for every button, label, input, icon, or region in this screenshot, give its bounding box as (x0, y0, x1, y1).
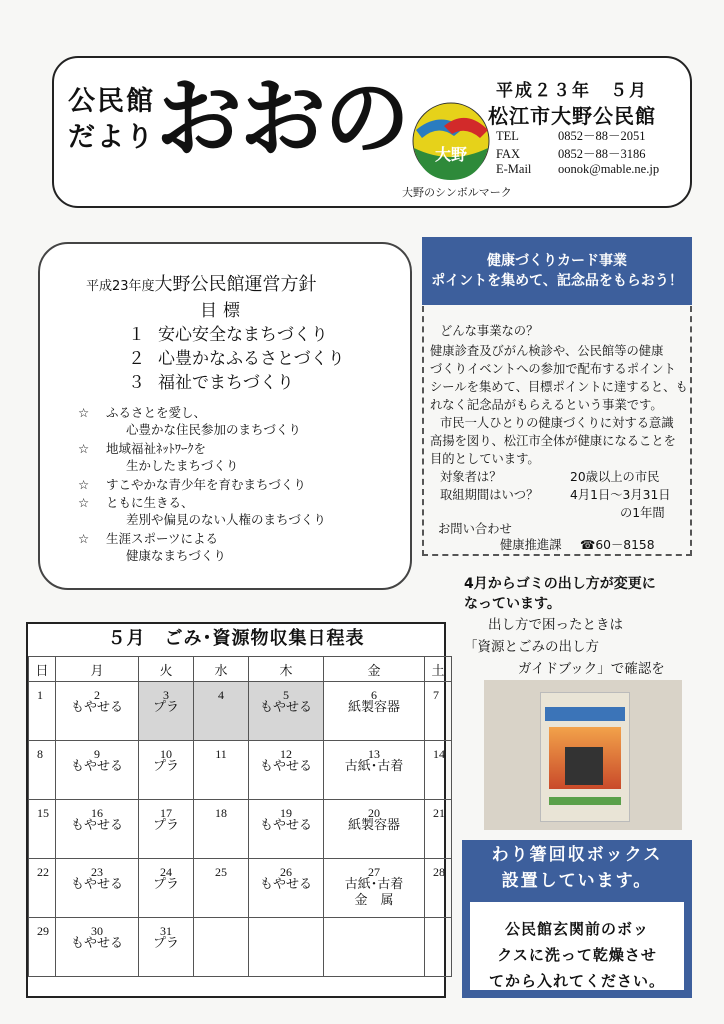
calendar-day-cell (194, 918, 249, 977)
policy-item-line: 健康なまちづくり (126, 548, 226, 563)
cover-band (549, 797, 621, 805)
weekday-1: 月 (56, 657, 139, 682)
calendar-day-cell (139, 682, 194, 741)
collection-type: プラ (152, 700, 179, 715)
collection-label (139, 818, 193, 834)
day-number: 30 (91, 924, 103, 938)
garbage-notice-text: ガイドブック」で確認を (518, 661, 665, 677)
collection-label (324, 877, 424, 909)
issue-date: 平成２３年 ５月 (496, 81, 648, 101)
goal-heading: 目標 (200, 301, 246, 321)
collection-type: プラ (152, 818, 179, 833)
target-value: 20歳以上の市民 (570, 470, 660, 484)
weekday-3: 水 (194, 657, 249, 682)
day-number: 16 (91, 806, 103, 820)
period-value: 4月1日～3月31日 (570, 488, 671, 502)
goal-text: 福祉でまちづくり (158, 373, 294, 393)
day-number: 12 (280, 747, 292, 761)
guidebook-photo (484, 680, 682, 830)
calendar-day-cell (249, 682, 324, 741)
collection-label (249, 759, 323, 775)
chopsticks-text-line: てから入れてください。 (488, 972, 665, 990)
day-number: 22 (37, 865, 49, 879)
day-number: 31 (160, 924, 172, 938)
calendar-day-cell (425, 918, 452, 977)
castle-icon (565, 747, 603, 785)
contact-dept: 健康推進課 (500, 538, 562, 552)
masthead-dayori: だより (68, 122, 155, 153)
calendar-day-cell (56, 741, 139, 800)
calendar-day-cell (249, 800, 324, 859)
day-number: 7 (433, 688, 439, 702)
garbage-notice-line: 4月からゴミの出し方が変更に (464, 576, 656, 592)
collection-type: もやせる (70, 818, 123, 833)
banner-subtitle: ポイントを集めて、記念品をもらおう！ (431, 273, 683, 289)
weekday-6: 土 (425, 657, 452, 682)
calendar-day-cell (425, 682, 452, 741)
day-number: 4 (218, 688, 224, 702)
collection-label (249, 818, 323, 834)
collection-type: もやせる (70, 877, 123, 892)
chopsticks-box-body (462, 896, 692, 998)
calendar-day-cell (249, 741, 324, 800)
health-question: どんな事業なの？ (440, 324, 539, 338)
calendar-day-cell (249, 859, 324, 918)
collection-type: プラ (152, 759, 179, 774)
star-icon: ☆ (78, 405, 90, 420)
fax-number: 0852－88－3186 (558, 147, 646, 161)
calendar-day-cell (194, 682, 249, 741)
policy-item-line: 地域福祉ﾈｯﾄﾜｰｸを (106, 441, 207, 456)
calendar-day-cell (324, 800, 425, 859)
policy-item-line: 心豊かな住民参加のまちづくり (126, 422, 301, 437)
collection-label (139, 936, 193, 952)
day-number: 27 (368, 865, 380, 879)
fax-label: FAX (496, 147, 521, 161)
collection-label (56, 877, 138, 893)
email-line (496, 162, 659, 177)
tel-label: TEL (496, 129, 519, 143)
contact-label: お問い合わせ (438, 522, 512, 536)
health-text: 健康診査及びがん検診や、公民館等の健康 (430, 344, 664, 358)
collection-type: もやせる (259, 700, 312, 715)
calendar-day-cell (194, 741, 249, 800)
calendar-week-row (29, 800, 452, 859)
day-number: 20 (368, 806, 380, 820)
star-icon: ☆ (78, 531, 90, 546)
calendar-grid (28, 656, 452, 977)
guidebook-cover (540, 692, 630, 822)
weekday-5: 金 (324, 657, 425, 682)
day-number: 23 (91, 865, 103, 879)
policy-item (78, 440, 238, 474)
chopsticks-heading-line: わり箸回収ボックス (491, 845, 663, 865)
collection-type: 古紙･古着 (344, 759, 404, 774)
collection-label (56, 759, 138, 775)
calendar-day-cell (139, 741, 194, 800)
day-number: 5 (283, 688, 289, 702)
collection-type: もやせる (259, 759, 312, 774)
publisher-name: 松江市大野公民館 (488, 104, 656, 128)
day-number: 21 (433, 806, 445, 820)
day-number: 28 (433, 865, 445, 879)
policy-item-line: ふるさとを愛し、 (106, 405, 207, 420)
day-number: 2 (94, 688, 100, 702)
collection-type: もやせる (70, 759, 123, 774)
collection-label (56, 700, 138, 716)
cover-title-band (545, 707, 625, 721)
policy-title (86, 270, 317, 296)
newsletter-title: おおの (156, 69, 408, 169)
collection-label (56, 818, 138, 834)
collection-type: 古紙･古着 (344, 877, 404, 892)
health-text: シールを集めて、目標ポイントに達すると、も (430, 380, 688, 394)
collection-type: 紙製容器 (347, 700, 400, 715)
calendar-day-cell (56, 918, 139, 977)
policy-item-line: 差別や偏見のない人権のまちづくり (126, 512, 326, 527)
email-label: E-Mail (496, 162, 532, 176)
oono-symbol-logo (410, 100, 492, 182)
calendar-body (29, 682, 452, 977)
collection-label (139, 877, 193, 893)
chopsticks-text-line: 公民館玄関前のボッ (504, 920, 649, 938)
email-address[interactable]: oonok@mable.ne.jp (558, 162, 660, 176)
garbage-notice-line: なっています。 (464, 596, 561, 612)
goal-text: 安心安全なまちづくり (158, 325, 328, 345)
health-text: 目的としています。 (430, 452, 540, 466)
star-icon: ☆ (78, 477, 90, 492)
logo-text: 大野 (434, 145, 468, 164)
calendar-day-cell (139, 859, 194, 918)
day-number: 29 (37, 924, 49, 938)
calendar-day-cell (29, 741, 56, 800)
calendar-day-cell (324, 918, 425, 977)
goal-text: 心豊かなふるさとづくり (158, 349, 345, 369)
calendar-day-cell (324, 682, 425, 741)
calendar-day-cell (324, 859, 425, 918)
health-text: 高揚を図り、松江市全体が健康になることを (430, 434, 676, 448)
chopsticks-box-heading (462, 840, 692, 896)
calendar-day-cell (56, 800, 139, 859)
policy-item-line: すこやかな青少年を育むまちづくり (106, 477, 306, 492)
policy-item (78, 530, 226, 564)
collection-type: もやせる (259, 877, 312, 892)
calendar-week-row (29, 859, 452, 918)
collection-type: もやせる (70, 700, 123, 715)
period-value-2: の1年間 (620, 506, 665, 520)
calendar-day-cell (139, 800, 194, 859)
calendar-day-cell (139, 918, 194, 977)
calendar-day-cell (29, 859, 56, 918)
weekday-0: 日 (29, 657, 56, 682)
day-number: 9 (94, 747, 100, 761)
day-number: 26 (280, 865, 292, 879)
contact-tel: ☎60－8158 (580, 538, 655, 552)
health-text: 市民一人ひとりの健康づくりに対する意識 (440, 416, 674, 430)
calendar-day-cell (29, 918, 56, 977)
calendar-day-cell (425, 741, 452, 800)
collection-label (139, 759, 193, 775)
day-number: 25 (215, 865, 227, 879)
target-label: 対象者は？ (440, 470, 502, 484)
day-number: 24 (160, 865, 172, 879)
period-label: 取組期間はいつ？ (440, 488, 539, 502)
tel-number: 0852－88－2051 (558, 129, 646, 143)
day-number: 14 (433, 747, 445, 761)
masthead-kouminkan: 公民館 (68, 86, 155, 117)
collection-type: 紙製容器 (347, 818, 400, 833)
collection-label (249, 877, 323, 893)
day-number: 15 (37, 806, 49, 820)
calendar-week-row (29, 682, 452, 741)
weekday-header-row (29, 657, 452, 682)
calendar-day-cell (29, 800, 56, 859)
policy-item-line: 生涯スポーツによる (106, 531, 219, 546)
collection-label (324, 818, 424, 834)
day-number: 1 (37, 688, 43, 702)
fax-line (496, 144, 646, 162)
goal-number: １ (128, 325, 145, 345)
collection-label (249, 700, 323, 716)
day-number: 18 (215, 806, 227, 820)
collection-type: 金 属 (354, 893, 394, 908)
policy-title-text: 大野公民館運営方針 (154, 274, 317, 295)
policy-item (78, 476, 306, 493)
policy-item-line: ともに生きる、 (106, 495, 194, 510)
day-number: 19 (280, 806, 292, 820)
collection-type: もやせる (259, 818, 312, 833)
calendar-day-cell (56, 682, 139, 741)
day-number: 11 (215, 747, 227, 761)
chopsticks-heading-line: 設置しています。 (501, 871, 653, 891)
collection-label (139, 700, 193, 716)
policy-item-line: 生かしたまちづくり (126, 458, 239, 473)
day-number: 6 (371, 688, 377, 702)
calendar-day-cell (29, 682, 56, 741)
star-icon: ☆ (78, 441, 90, 456)
goal-item (128, 344, 345, 369)
calendar-day-cell (56, 859, 139, 918)
star-icon: ☆ (78, 495, 90, 510)
day-number: 13 (368, 747, 380, 761)
calendar-day-cell (425, 800, 452, 859)
day-number: 8 (37, 747, 43, 761)
banner-title: 健康づくりカード事業 (487, 253, 627, 269)
garbage-notice-text: 「資源とごみの出し方 (464, 639, 599, 655)
logo-caption: 大野のシンボルマーク (402, 186, 512, 199)
calendar-week-row (29, 741, 452, 800)
calendar-day-cell (194, 800, 249, 859)
policy-item (78, 494, 326, 528)
calendar-day-cell (324, 741, 425, 800)
garbage-notice-heading (464, 574, 656, 614)
day-number: 3 (163, 688, 169, 702)
tel-line (496, 126, 646, 144)
collection-type: もやせる (70, 936, 123, 951)
weekday-4: 木 (249, 657, 324, 682)
collection-label (56, 936, 138, 952)
health-text: れなく記念品がもらえるという事業です。 (430, 398, 663, 412)
collection-type: プラ (152, 877, 179, 892)
goal-item (128, 320, 328, 345)
policy-year: 平成23年度 (86, 279, 155, 294)
policy-item (78, 404, 301, 438)
calendar-day-cell (425, 859, 452, 918)
garbage-notice-text: 出し方で困ったときは (488, 617, 623, 633)
health-text: づくりイベントへの参加で配布するポイント (430, 362, 676, 376)
collection-label (324, 759, 424, 775)
goal-number: ３ (128, 373, 145, 393)
weekday-2: 火 (139, 657, 194, 682)
calendar-title: ５月 ごみ･資源物収集日程表 (107, 628, 365, 649)
day-number: 10 (160, 747, 172, 761)
goal-item (128, 368, 294, 393)
calendar-day-cell (194, 859, 249, 918)
health-card-banner (422, 237, 692, 305)
goal-number: ２ (128, 349, 145, 369)
collection-type: プラ (152, 936, 179, 951)
calendar-week-row (29, 918, 452, 977)
collection-label (324, 700, 424, 716)
day-number: 17 (160, 806, 172, 820)
calendar-day-cell (249, 918, 324, 977)
chopsticks-text-line: クスに洗って乾燥させ (497, 946, 657, 964)
